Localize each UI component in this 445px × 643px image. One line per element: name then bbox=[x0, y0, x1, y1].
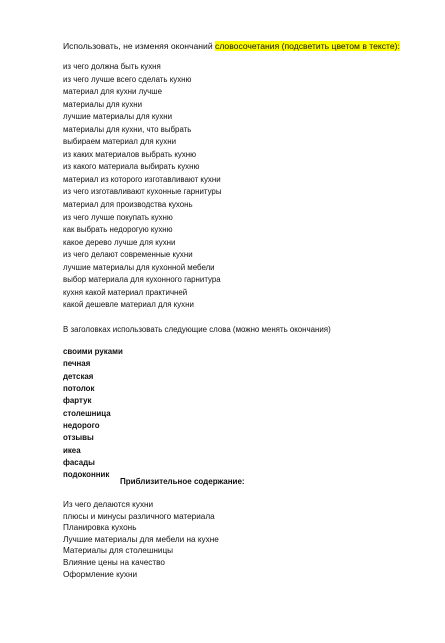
toc-item: Влияние цены на качество bbox=[63, 557, 165, 567]
heading-word: подоконник bbox=[63, 470, 110, 480]
toc-item: Планировка кухонь bbox=[63, 523, 137, 533]
keyword-item: материалы для кухни bbox=[63, 99, 143, 109]
toc-item: Лучшие материалы для мебели на кухне bbox=[63, 534, 219, 544]
toc-item: Оформление кухни bbox=[63, 569, 138, 579]
keyword-item: кухня какой материал практичней bbox=[63, 287, 188, 297]
keyword-list bbox=[63, 61, 222, 312]
heading-word: своими руками bbox=[63, 347, 123, 356]
headings-instruction: В заголовках использовать следующие слова (можно менять окончания) bbox=[63, 325, 331, 334]
heading-word: отзывы bbox=[63, 433, 94, 443]
toc-title: Приблизительное содержание: bbox=[120, 477, 245, 486]
keyword-item: какой дешевле материал для кухни bbox=[63, 300, 194, 310]
heading-word: фасады bbox=[63, 458, 95, 468]
keyword-item: материалы для кухни, что выбрать bbox=[63, 124, 192, 134]
keyword-item: из чего лучше покупать кухню bbox=[63, 212, 173, 222]
heading-word: икеа bbox=[63, 445, 81, 455]
toc-item: плюсы и минусы различного материала bbox=[63, 511, 215, 521]
highlighted-text: словосочетания (подсветить цветом в тексте): bbox=[215, 41, 400, 51]
keyword-item: из какого материала выбирать кухню bbox=[63, 162, 200, 172]
keyword-item: как выбрать недорогую кухню bbox=[63, 225, 173, 235]
keyword-item: лучшие материалы для кухни bbox=[63, 112, 173, 122]
heading-words-list bbox=[63, 346, 123, 482]
heading-word: столешница bbox=[63, 408, 111, 418]
keyword-item: выбираем материал для кухни bbox=[63, 137, 176, 147]
keyword-item: лучшие материалы для кухонной мебели bbox=[63, 262, 215, 272]
keyword-item: выбор материала для кухонного гарнитура bbox=[63, 275, 221, 285]
keyword-item: из чего делают современные кухни bbox=[63, 250, 193, 260]
keyword-item: из каких материалов выбрать кухню bbox=[63, 149, 197, 159]
heading-word: печная bbox=[63, 359, 91, 369]
keyword-item: из чего должна быть кухня bbox=[63, 62, 161, 71]
heading-word: потолок bbox=[63, 384, 95, 394]
intro-text: Использовать, не изменяя окончаний bbox=[63, 41, 216, 51]
keyword-item: из чего лучше всего сделать кухню bbox=[63, 74, 192, 84]
intro-instruction bbox=[63, 41, 400, 52]
keyword-item: какое дерево лучше для кухни bbox=[63, 237, 176, 247]
keyword-item: материал из которого изготавливают кухни bbox=[63, 174, 221, 184]
heading-word: недорого bbox=[63, 421, 100, 431]
keyword-item: из чего изготавливают кухонные гарнитуры bbox=[63, 187, 222, 197]
toc-list bbox=[63, 499, 219, 580]
heading-word: детская bbox=[63, 371, 94, 381]
keyword-item: материал для кухни лучше bbox=[63, 87, 162, 97]
keyword-item: материал для производства кухонь bbox=[63, 200, 193, 210]
heading-word: фартук bbox=[63, 396, 92, 406]
toc-item: Из чего делаются кухни bbox=[63, 500, 154, 509]
toc-item: Материалы для столешницы bbox=[63, 546, 174, 556]
